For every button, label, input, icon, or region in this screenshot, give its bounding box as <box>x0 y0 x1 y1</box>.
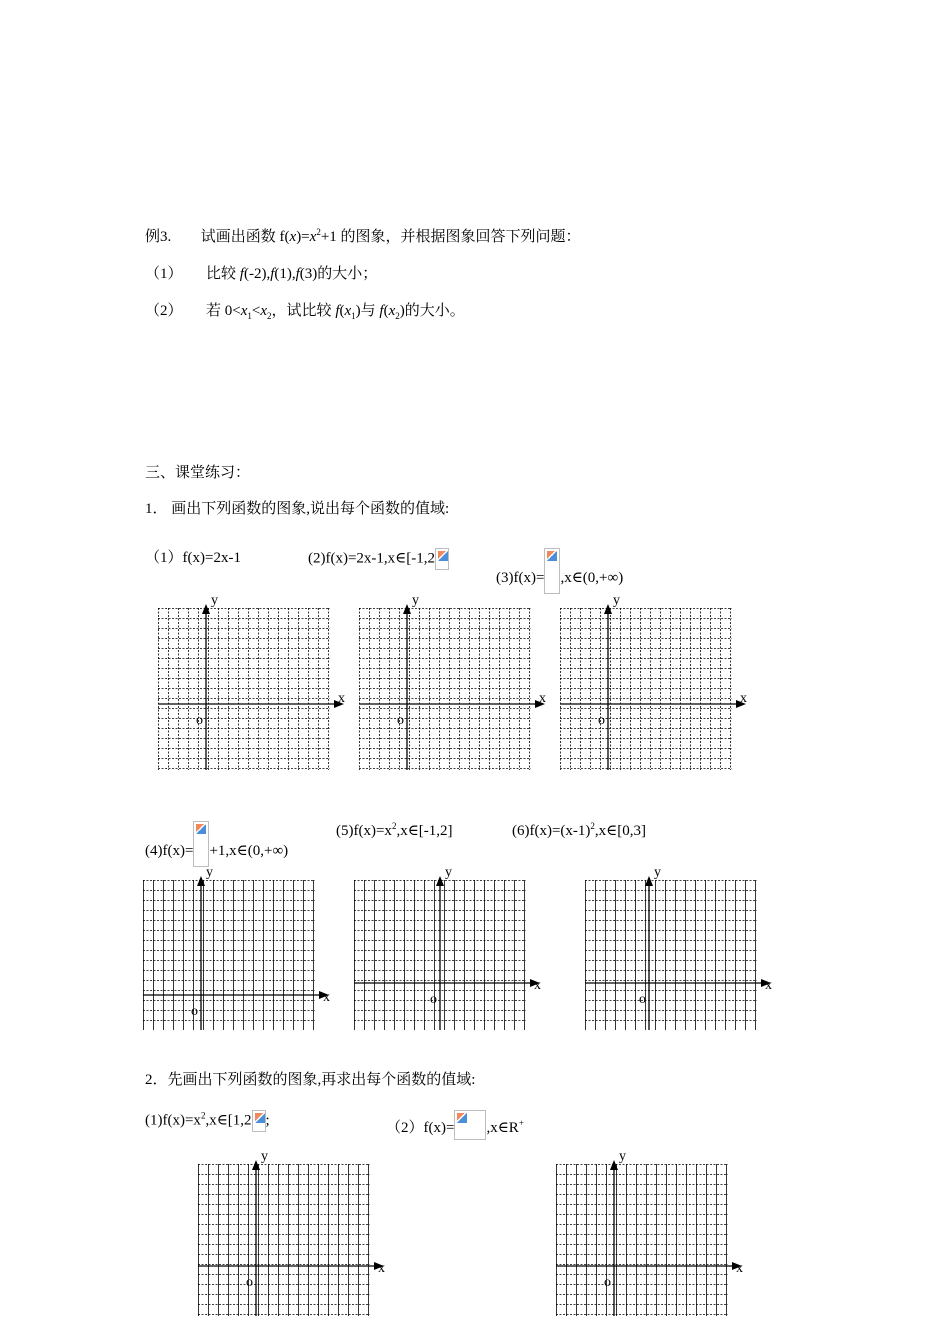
var: f <box>295 266 300 282</box>
subscript: 2 <box>267 311 272 321</box>
origin-label: o <box>639 992 646 1007</box>
var: f <box>270 266 275 282</box>
y-axis-label: y <box>619 1149 626 1164</box>
subscript: 1 <box>351 311 356 321</box>
text: 比较 <box>206 266 240 282</box>
text: (1)f(x)=x <box>145 1112 201 1129</box>
coordinate-grid <box>359 593 553 772</box>
text: ; <box>265 1112 270 1129</box>
coordinate-grid <box>143 865 337 1032</box>
ex1-function-1: （1）f(x)=2x-1 <box>145 550 241 566</box>
x-axis-label: x <box>323 990 330 1005</box>
x-axis-label: x <box>740 691 747 706</box>
coordinate-grid <box>198 1149 392 1318</box>
text: ,x∈[1,2 <box>205 1112 252 1129</box>
text: )与 <box>355 303 380 319</box>
text: (2)f(x)=2x-1,x∈[-1,2 <box>308 550 436 567</box>
coordinate-grid <box>556 1149 750 1318</box>
x-axis-label: x <box>765 978 772 993</box>
example3-text: 试画出函数 f( <box>200 229 290 245</box>
text: (4)f(x)= <box>145 843 194 859</box>
origin-label: o <box>191 1004 198 1019</box>
origin-label: o <box>246 1275 253 1290</box>
x-axis-label: x <box>338 691 345 706</box>
origin-label: o <box>604 1275 611 1290</box>
coordinate-grid <box>585 865 779 1032</box>
broken-image-icon <box>193 821 209 867</box>
var: f <box>379 303 384 319</box>
text: ( <box>339 303 345 319</box>
text: 若 0< <box>206 303 241 319</box>
text: ,x∈R <box>486 1120 519 1136</box>
var: x <box>289 229 297 245</box>
text: +1 的图象，并根据图象回答下列问题： <box>320 229 581 245</box>
text: ,x∈[0,3] <box>594 823 647 839</box>
coordinate-grid <box>560 593 754 772</box>
text: )= <box>296 229 310 245</box>
y-axis-label: y <box>654 865 661 880</box>
example3-statement <box>145 227 581 247</box>
text: )的大小。 <box>399 303 465 319</box>
subscript: 2 <box>395 311 400 321</box>
ex1-function-4 <box>145 821 288 867</box>
origin-label: o <box>397 713 404 728</box>
ex1-function-5 <box>336 821 453 841</box>
y-axis-label: y <box>613 593 620 608</box>
y-axis-arrow-icon <box>645 876 653 886</box>
exercise2-title: 2．先画出下列函数的图象,再求出每个函数的值域: <box>145 1072 476 1088</box>
question-number: （1） <box>145 266 183 282</box>
y-axis-label: y <box>211 593 218 608</box>
y-axis-label: y <box>261 1149 268 1164</box>
superscript: 2 <box>316 227 321 237</box>
example3-label: 例3. <box>145 229 172 245</box>
x-axis-label: x <box>378 1261 385 1276</box>
text: (-2), <box>243 266 271 282</box>
text: < <box>251 303 261 319</box>
ex2-function-1 <box>145 1110 270 1132</box>
broken-image-icon <box>454 1110 486 1140</box>
superscript: 2 <box>200 1110 206 1121</box>
text: (3)f(x)= <box>496 570 545 586</box>
x-axis-label: x <box>534 978 541 993</box>
y-axis-label: y <box>412 593 419 608</box>
superscript: 2 <box>590 821 595 831</box>
coordinate-grid <box>158 593 352 772</box>
ex1-function-2 <box>308 548 449 570</box>
x-axis-label: x <box>736 1261 743 1276</box>
broken-image-icon <box>252 1110 266 1132</box>
ex2-function-2 <box>386 1110 524 1140</box>
text: ,x∈(0,+∞) <box>560 570 624 586</box>
x-axis-label: x <box>539 691 546 706</box>
var: f <box>239 266 244 282</box>
text: (1), <box>274 266 296 282</box>
y-axis-label: y <box>206 865 213 880</box>
text: ( <box>383 303 389 319</box>
exercise1-title: 1． 画出下列函数的图象,说出每个函数的值域: <box>145 501 450 517</box>
superscript: 2 <box>391 821 397 831</box>
var: x <box>388 303 396 319</box>
text: (3)的大小； <box>299 266 378 282</box>
example3-question-2 <box>145 301 465 321</box>
subscript: 1 <box>247 311 252 321</box>
coordinate-grid <box>354 865 548 1032</box>
var: f <box>335 303 340 319</box>
broken-image-icon <box>544 548 560 594</box>
var: x <box>240 303 248 319</box>
text: ,x∈[-1,2] <box>396 823 453 839</box>
origin-label: o <box>430 992 437 1007</box>
ex1-function-3 <box>496 548 623 594</box>
example3-question-1 <box>145 264 377 284</box>
ex1-function-6 <box>512 821 646 841</box>
question-number: （2） <box>145 303 183 319</box>
origin-label: o <box>196 713 203 728</box>
text: （2）f(x)= <box>386 1120 455 1136</box>
var: x <box>260 303 268 319</box>
text: (6)f(x)=(x-1) <box>512 823 591 839</box>
y-axis-label: y <box>445 865 452 880</box>
section-heading: 三、课堂练习： <box>145 465 251 481</box>
text: ，试比较 <box>271 303 336 319</box>
var: x <box>344 303 352 319</box>
var: x <box>309 229 317 245</box>
text: (5)f(x)=x <box>336 823 392 839</box>
superscript: + <box>518 1118 524 1128</box>
origin-label: o <box>598 713 605 728</box>
y-axis-arrow-icon <box>436 876 444 886</box>
text: +1,x∈(0,+∞) <box>209 843 289 859</box>
broken-image-icon <box>435 548 449 570</box>
